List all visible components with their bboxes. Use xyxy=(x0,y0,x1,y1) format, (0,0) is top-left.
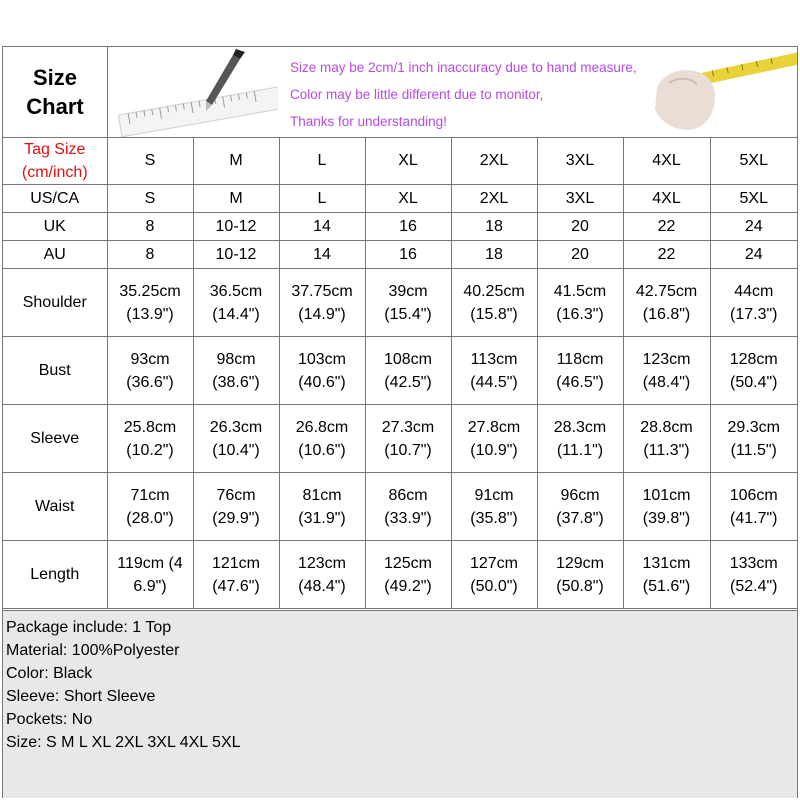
tag-size-5xl: 5XL xyxy=(710,137,797,185)
measure-cm: 91cm xyxy=(474,486,514,504)
measure-cm: 128cm xyxy=(729,350,778,368)
measure-cm: 26.3cm xyxy=(209,418,263,436)
measure-label: Sleeve xyxy=(3,405,107,473)
measure-label: Length xyxy=(3,541,107,609)
region-row-us-ca xyxy=(3,185,797,213)
measure-inch: (11.3") xyxy=(643,441,690,459)
measure-cell xyxy=(279,269,365,337)
measure-cell xyxy=(107,269,193,337)
measure-cell xyxy=(365,473,451,541)
measure-cell xyxy=(279,541,365,609)
measure-cm: 101cm xyxy=(642,486,691,504)
measure-inch: (50.8") xyxy=(556,577,604,595)
measure-inch: (49.2") xyxy=(384,577,432,595)
region-row-au xyxy=(3,241,797,269)
size-table xyxy=(3,137,797,609)
region-value: 16 xyxy=(365,241,451,269)
measure-cell xyxy=(279,337,365,405)
chart-header xyxy=(3,47,797,138)
measure-inch: 6.9") xyxy=(133,577,167,595)
measure-inch: (36.6") xyxy=(126,373,174,391)
measure-inch: (31.9") xyxy=(298,509,346,527)
measure-cm: 106cm xyxy=(729,486,778,504)
measure-cm: 28.8cm xyxy=(640,418,693,436)
measure-cell xyxy=(365,337,451,405)
measure-cell xyxy=(537,473,623,541)
measure-inch: (44.5") xyxy=(470,373,518,391)
measure-inch: (13.9") xyxy=(126,305,174,323)
measure-cell xyxy=(365,541,451,609)
measure-cm: 41.5cm xyxy=(553,282,607,300)
region-value: XL xyxy=(365,185,451,213)
measure-cm: 81cm xyxy=(302,486,342,504)
measure-cell xyxy=(710,337,797,405)
measure-inch: (33.9") xyxy=(384,509,432,527)
region-value: 18 xyxy=(451,213,537,241)
measure-cell xyxy=(193,541,279,609)
region-value: M xyxy=(193,185,279,213)
size-chart xyxy=(2,46,798,798)
measure-inch: (10.4") xyxy=(212,441,260,459)
measure-cm: 131cm xyxy=(642,554,691,572)
measure-cell xyxy=(107,541,193,609)
measure-cm: 35.25cm xyxy=(119,282,181,300)
region-value: 8 xyxy=(107,241,193,269)
measure-cm: 29.3cm xyxy=(727,418,780,436)
measure-cell xyxy=(365,269,451,337)
measure-inch: (16.8") xyxy=(642,305,691,323)
measure-row-sleeve xyxy=(3,405,797,473)
measure-cm: 113cm xyxy=(470,350,518,368)
note-thanks: Thanks for understanding! xyxy=(290,114,447,129)
region-value: 8 xyxy=(107,213,193,241)
measure-banner xyxy=(108,47,797,137)
measure-cell xyxy=(193,337,279,405)
measure-inch: (50.4") xyxy=(730,373,778,391)
region-value: L xyxy=(279,185,365,213)
note-accuracy: Size may be 2cm/1 inch inaccuracy due to hand measure, xyxy=(290,60,637,75)
detail-sizes: Size: S M L XL 2XL 3XL 4XL 5XL xyxy=(6,734,241,751)
measure-inch: (14.9") xyxy=(298,305,346,323)
chart-title-line1: Size xyxy=(32,65,78,90)
measure-cell xyxy=(623,405,710,473)
measure-cm: 27.3cm xyxy=(381,418,435,436)
tag-size-l: L xyxy=(279,137,365,185)
region-value: 5XL xyxy=(710,185,797,213)
measure-cell xyxy=(451,541,537,609)
measure-cm: 44cm xyxy=(734,282,774,300)
region-row-uk xyxy=(3,213,797,241)
measure-cm: 25.8cm xyxy=(123,418,177,436)
tag-size-m: M xyxy=(193,137,279,185)
region-value: 10-12 xyxy=(193,213,279,241)
measure-cm: 26.8cm xyxy=(295,418,349,436)
region-value: 14 xyxy=(279,213,365,241)
measure-label: Bust xyxy=(3,337,107,405)
measure-inch: (50.0") xyxy=(470,577,518,595)
tag-size-xl: XL xyxy=(365,137,451,185)
measure-inch: (17.3") xyxy=(730,305,778,323)
measure-cm: 121cm xyxy=(211,554,261,572)
measure-cell xyxy=(537,541,623,609)
measure-cell xyxy=(279,473,365,541)
measure-cm: 127cm xyxy=(469,554,519,572)
tag-size-label: Tag Size (cm/inch) xyxy=(3,137,107,185)
measure-cell xyxy=(451,405,537,473)
detail-color: Color: Black xyxy=(6,665,93,682)
measure-label: Shoulder xyxy=(3,269,107,337)
region-value: 24 xyxy=(710,241,797,269)
pencil-ruler-icon xyxy=(108,47,278,137)
measure-cell xyxy=(279,405,365,473)
measure-inch: (35.8") xyxy=(470,509,518,527)
measure-cm: 36.5cm xyxy=(209,282,263,300)
measure-cm: 98cm xyxy=(216,350,256,368)
detail-sleeve: Sleeve: Short Sleeve xyxy=(6,688,156,705)
tag-size-4xl: 4XL xyxy=(623,137,710,185)
measure-inch: (47.6") xyxy=(212,577,260,595)
measure-cm: 129cm xyxy=(555,554,605,572)
region-value: 4XL xyxy=(623,185,710,213)
measure-inch: (52.4") xyxy=(730,577,778,595)
measure-inch: (38.6") xyxy=(212,373,260,391)
measure-cm: 103cm xyxy=(297,350,347,368)
measure-inch: (15.4") xyxy=(384,305,432,323)
measure-cell xyxy=(107,405,193,473)
measure-row-length xyxy=(3,541,797,609)
region-value: 20 xyxy=(537,241,623,269)
region-value: 3XL xyxy=(537,185,623,213)
measure-row-waist xyxy=(3,473,797,541)
measure-cell xyxy=(193,473,279,541)
measure-inch: (48.4") xyxy=(298,577,346,595)
product-details xyxy=(3,610,797,798)
measure-cell xyxy=(451,337,537,405)
measure-inch: (10.6") xyxy=(298,441,346,459)
measure-cell xyxy=(623,473,710,541)
measure-inch: (10.9") xyxy=(470,441,518,459)
measure-cm: 96cm xyxy=(560,486,600,504)
measure-cm: 42.75cm xyxy=(635,282,698,300)
measure-cm: 125cm xyxy=(383,554,433,572)
region-value: 14 xyxy=(279,241,365,269)
measure-cell xyxy=(193,405,279,473)
region-value: 10-12 xyxy=(193,241,279,269)
measure-inch: (48.4") xyxy=(642,373,691,391)
detail-package: Package include: 1 Top xyxy=(6,619,172,636)
region-label: AU xyxy=(3,241,107,269)
region-value: S xyxy=(107,185,193,213)
measure-inch: (29.9") xyxy=(212,509,260,527)
measure-cm: 71cm xyxy=(130,486,170,504)
tag-size-2xl: 2XL xyxy=(451,137,537,185)
measure-cell xyxy=(623,269,710,337)
measure-cell xyxy=(451,269,537,337)
chart-title-line2: Chart xyxy=(26,94,84,119)
measure-inch: (40.6") xyxy=(298,373,346,391)
measure-row-bust xyxy=(3,337,797,405)
measure-cell xyxy=(710,405,797,473)
tag-size-row xyxy=(3,137,797,185)
region-value: 18 xyxy=(451,241,537,269)
measure-cell xyxy=(710,473,797,541)
measure-cell xyxy=(623,337,710,405)
measure-inch: (51.6") xyxy=(642,577,691,595)
measure-cm: 86cm xyxy=(388,486,428,504)
measure-cell xyxy=(193,269,279,337)
measure-label: Waist xyxy=(3,473,107,541)
region-value: 22 xyxy=(623,213,710,241)
measure-inch: (41.7") xyxy=(730,509,778,527)
measure-cm: 123cm xyxy=(297,554,347,572)
measure-inch: (28.0") xyxy=(126,509,174,527)
measure-cm: 123cm xyxy=(642,350,691,368)
region-label: UK xyxy=(3,213,107,241)
measure-inch: (11.5") xyxy=(730,441,777,459)
tag-size-3xl: 3XL xyxy=(537,137,623,185)
measure-inch: (15.8") xyxy=(470,305,518,323)
measure-cell xyxy=(710,541,797,609)
region-value: 22 xyxy=(623,241,710,269)
measure-cm: 28.3cm xyxy=(553,418,607,436)
note-color: Color may be little different due to monitor, xyxy=(290,87,544,102)
measure-cell xyxy=(107,337,193,405)
region-value: 16 xyxy=(365,213,451,241)
measure-inch: (14.4") xyxy=(212,305,260,323)
measure-cm: 39cm xyxy=(388,282,428,300)
measure-cm: 40.25cm xyxy=(463,282,525,300)
measure-inch: (42.5") xyxy=(384,373,432,391)
detail-pockets: Pockets: No xyxy=(6,711,93,728)
measure-cell xyxy=(537,405,623,473)
measure-cm: 27.8cm xyxy=(467,418,521,436)
measure-cm: 119cm (4 xyxy=(117,554,183,572)
measure-cell xyxy=(710,269,797,337)
measure-inch: (11.1") xyxy=(556,441,604,459)
region-label: US/CA xyxy=(3,185,107,213)
measure-inch: (46.5") xyxy=(556,373,604,391)
region-value: 20 xyxy=(537,213,623,241)
detail-material: Material: 100%Polyester xyxy=(6,642,180,659)
measure-cm: 118cm xyxy=(556,350,604,368)
measure-inch: (16.3") xyxy=(556,305,604,323)
measure-cell xyxy=(107,473,193,541)
measure-cm: 37.75cm xyxy=(291,282,353,300)
measure-inch: (10.7") xyxy=(384,441,432,459)
measure-cell xyxy=(537,337,623,405)
measure-row-shoulder xyxy=(3,269,797,337)
measure-cell xyxy=(451,473,537,541)
measure-inch: (39.8") xyxy=(642,509,691,527)
measure-cm: 108cm xyxy=(383,350,433,368)
tag-size-s: S xyxy=(107,137,193,185)
measure-cell xyxy=(537,269,623,337)
region-value: 2XL xyxy=(451,185,537,213)
hand-tape-measure-icon xyxy=(647,47,797,137)
chart-title xyxy=(3,47,108,137)
measure-inch: (10.2") xyxy=(126,441,174,459)
region-value: 24 xyxy=(710,213,797,241)
measure-cell xyxy=(623,541,710,609)
measure-cm: 93cm xyxy=(130,350,170,368)
measure-inch: (37.8") xyxy=(556,509,604,527)
measure-cell xyxy=(365,405,451,473)
measure-cm: 76cm xyxy=(216,486,256,504)
measure-cm: 133cm xyxy=(729,554,778,572)
